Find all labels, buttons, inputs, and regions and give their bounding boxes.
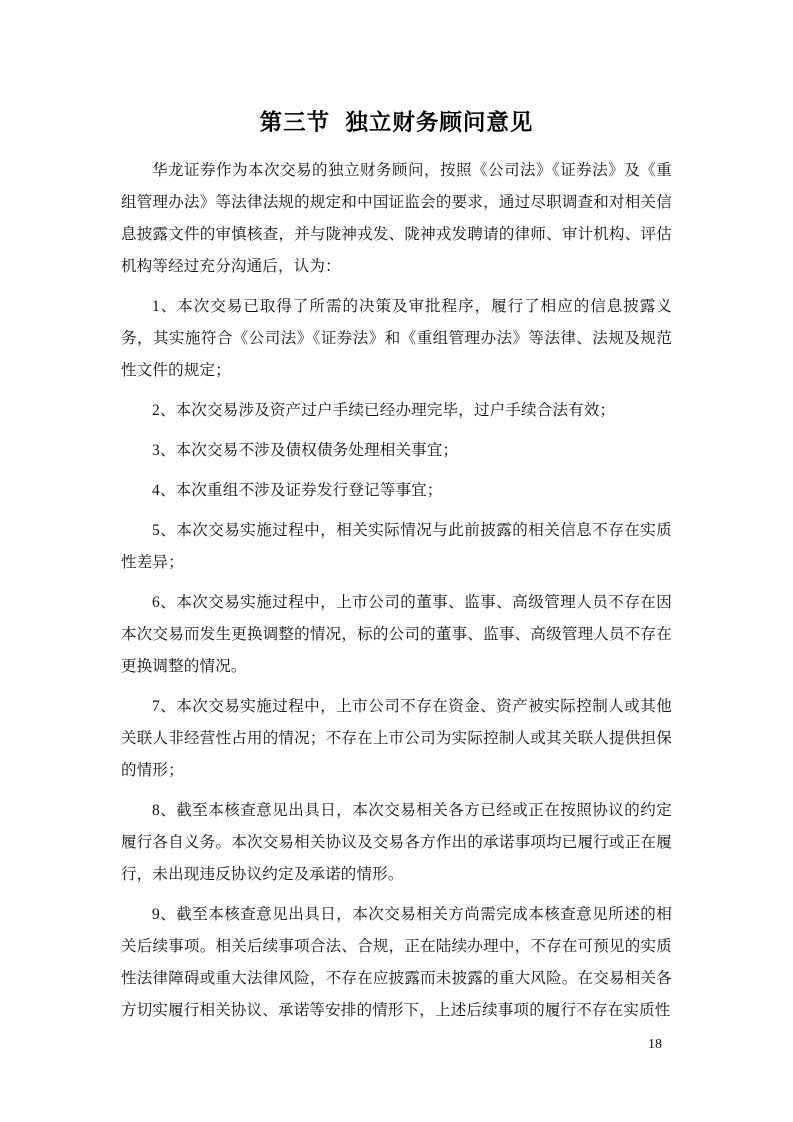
paragraph-item-5: 5、本次交易实施过程中，相关实际情况与此前披露的相关信息不存在实质性差异； [121,522,672,571]
page-number: 18 [648,1037,662,1052]
section-title: 第三节 独立财务顾问意见 [259,110,534,135]
paragraph-item-2: 2、本次交易涉及资产过户手续已经办理完毕，过户手续合法有效； [152,402,616,419]
paragraph-item-6: 6、本次交易实施过程中，上市公司的董事、监事、高级管理人员不存在因本次交易而发生更换调整的情况，标的公司的董事、监事、高级管理人员不存在更换调整的情况。 [121,594,672,675]
paragraph-item-7: 7、本次交易实施过程中，上市公司不存在资金、资产被实际控制人或其他关联人非经营性占用的情况；不存在上市公司为实际控制人或其关联人提供担保的情形； [121,698,672,779]
document-content [121,0,672,1027]
paragraph-item-1: 1、本次交易已取得了所需的决策及审批程序，履行了相应的信息披露义务，其实施符合《公司法》《证券法》和《重组管理办法》等法律、法规及规范性文件的规定； [121,298,672,379]
paragraph-item-9: 9、截至本核查意见出具日，本次交易相关方尚需完成本核查意见所述的相关后续事项。相关后续事项合法、合规，正在陆续办理中，不存在可预见的实质性法律障碍或重大法律风险，不存在应披露而未披露的重大风险。在交易相关各方切实履行相关协议、承诺等安排的情形下，上述后续事项的履行不存在实质性 [121,906,672,1019]
paragraph-item-3: 3、本次交易不涉及债权债务处理相关事宜； [152,442,459,459]
paragraph-intro: 华龙证券作为本次交易的独立财务顾问，按照《公司法》《证券法》及《重组管理办法》等法律法规的规定和中国证监会的要求，通过尽职调查和对相关信息披露文件的审慎核查，并与陇神戎发、陇神戎发聘请的律师、审计机构、评估机构等经过充分沟通后，认为： [121,162,672,275]
paragraph-item-4: 4、本次重组不涉及证券发行登记等事宜； [152,482,443,499]
paragraph-item-8: 8、截至本核查意见出具日，本次交易相关各方已经或正在按照协议的约定履行各自义务。本次交易相关协议及交易各方作出的承诺事项均已履行或正在履行，未出现违反协议约定及承诺的情形。 [121,802,672,883]
